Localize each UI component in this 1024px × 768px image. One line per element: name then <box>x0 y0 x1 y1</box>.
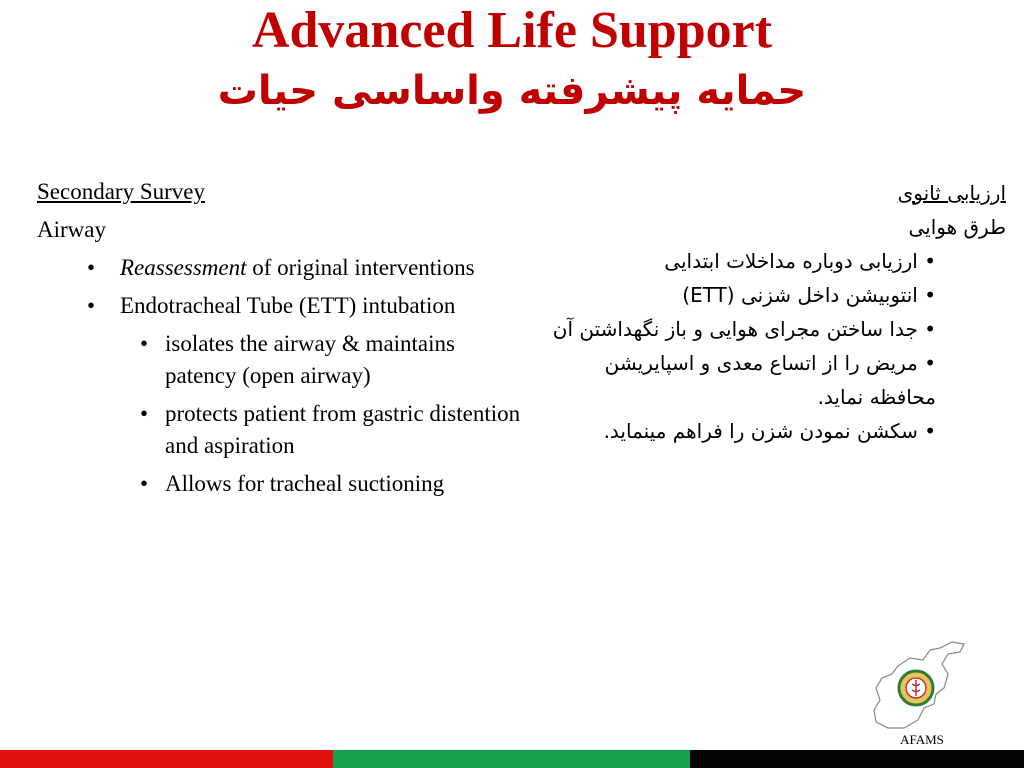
afghanistan-map-logo <box>868 638 976 734</box>
persian-list-item: • ارزیابی دوباره مداخلات ابتدایی <box>664 249 936 273</box>
bullet-marker: • <box>140 331 149 356</box>
bullet-marker: • <box>140 401 149 426</box>
section-subheading: Airway <box>37 217 106 242</box>
bullet-marker: • <box>87 255 96 280</box>
bullet-list <box>37 252 527 500</box>
footer-stripe-black <box>690 750 1024 768</box>
item-text: Allows for tracheal suctioning <box>165 471 445 496</box>
bullet-marker: • <box>140 471 149 496</box>
slide-title-persian: حمایه پیشرفته واساسی حیات <box>217 68 807 114</box>
persian-list-item: • مریض را از اتساع معدی و اسپایریشن محافظه نماید. <box>604 351 936 409</box>
persian-list-item: • سکشن نمودن شزن را فراهم مینماید. <box>603 419 936 443</box>
persian-list-item: • جدا ساختن مجرای هوایی و باز نگهداشتن آن <box>552 317 936 341</box>
sub-list-item <box>37 398 527 462</box>
persian-list-item: • انتوبیشن داخل شزنی (ETT) <box>682 283 936 307</box>
persian-section-subheading: طرق هوایی <box>908 215 1006 239</box>
footer-stripe-red <box>0 750 333 768</box>
section-heading: Secondary Survey <box>37 179 205 204</box>
english-content <box>37 176 527 500</box>
item-text: isolates the airway & maintains patency (open airway) <box>165 331 455 388</box>
slide-title-english: Advanced Life Support <box>251 2 773 59</box>
persian-content <box>536 176 1006 448</box>
emphasis-text: Reassessment <box>120 255 247 280</box>
item-text: of original interventions <box>246 255 475 280</box>
list-item <box>37 290 527 322</box>
bullet-marker: • <box>87 293 96 318</box>
list-item <box>37 252 527 284</box>
item-text: protects patient from gastric distention and aspiration <box>165 401 521 458</box>
persian-section-heading: ارزیابی ثانوی <box>897 181 1006 205</box>
footer-stripe-green <box>333 750 690 768</box>
sub-list-item <box>37 468 527 500</box>
item-text: Endotracheal Tube (ETT) intubation <box>120 293 456 318</box>
sub-list-item <box>37 328 527 392</box>
logo-label: AFAMS <box>900 732 944 747</box>
